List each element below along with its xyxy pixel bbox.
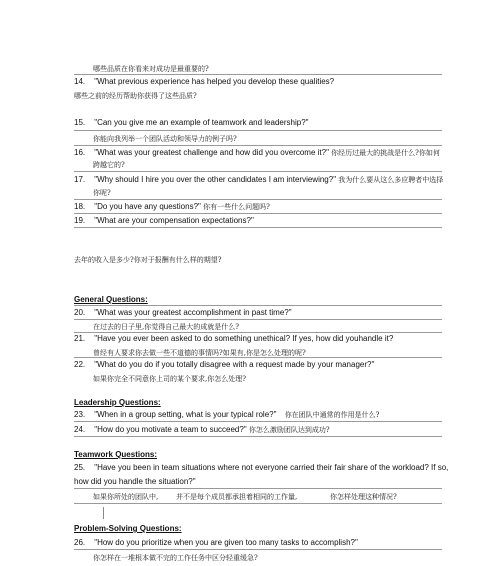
q26-text: "How do you prioritize when you are given too many tasks to accomplish?" xyxy=(94,538,358,547)
q19 xyxy=(74,216,254,226)
q17-translation: 你呢? xyxy=(93,189,111,197)
q17 xyxy=(74,175,443,185)
leadership-questions-heading: Leadership Questions: xyxy=(74,398,161,407)
q18-number: 18. xyxy=(74,202,86,211)
q15-text: "Can you give me an example of teamwork and leadership?" xyxy=(94,118,309,127)
q22-text: "What do you do if you totally disagree with a request made by your manager?" xyxy=(94,360,375,369)
q25-text: "Have you been in team situations where not everyone carried their fair share of the workload? If so, xyxy=(94,463,449,472)
q16-translation-inline: 你经历过最大的挑战是什么?你如何 xyxy=(331,149,440,157)
q15 xyxy=(74,118,308,128)
rule xyxy=(74,74,442,75)
q25 xyxy=(74,463,448,473)
q23 xyxy=(74,410,379,420)
q26-number: 26. xyxy=(74,538,86,547)
q14 xyxy=(74,77,334,87)
rule xyxy=(74,319,442,320)
q21-translation: 曾经有人要求你去做一些不道德的事情吗?如果有,你是怎么处理的呢? xyxy=(93,349,306,357)
q24-number: 24. xyxy=(74,425,86,434)
q16-translation: 跨越它的? xyxy=(93,161,125,169)
q20-translation: 在过去的日子里,你觉得自己最大的成就是什么? xyxy=(93,323,239,331)
rule xyxy=(74,227,442,228)
rule xyxy=(74,436,442,437)
rule xyxy=(74,145,442,146)
rule xyxy=(74,357,442,358)
q25-text-continued: how did you handle the situation?" xyxy=(74,477,196,486)
rule xyxy=(74,549,442,550)
q20-number: 20. xyxy=(74,308,86,317)
q24 xyxy=(74,425,330,435)
q20 xyxy=(74,308,292,318)
q24-translation-inline: 你怎么激励团队达到成功? xyxy=(248,426,330,434)
q25-translation-b: 并不是每个成员都承担着相同的工作量, xyxy=(176,493,298,501)
q17-translation-inline: 我为什么要从这么多应聘者中选择 xyxy=(338,176,444,184)
rule xyxy=(74,305,442,306)
rule xyxy=(74,199,442,200)
q17-text: "Why should I hire you over the other candidates I am interviewing?" xyxy=(94,175,337,184)
q15-number: 15. xyxy=(74,118,86,127)
q18-translation-inline: 你有一些什么问题吗? xyxy=(203,203,270,211)
q16 xyxy=(74,148,440,158)
rule xyxy=(74,171,442,172)
q16-number: 16. xyxy=(74,148,86,157)
q25-translation-c: 你怎样处理这种情况? xyxy=(330,493,397,501)
q23-translation-inline: 你在团队中通常的作用是什么? xyxy=(284,411,380,419)
problem-solving-questions-heading: Problem-Solving Questions: xyxy=(74,524,182,533)
rule xyxy=(74,488,442,489)
q19-translation: 去年的收入是多少?你对于报酬有什么样的期望? xyxy=(74,256,222,264)
q17-number: 17. xyxy=(74,175,86,184)
q14-translation: 哪些之前的经历帮助你获得了这些品质? xyxy=(74,92,197,100)
general-questions-heading: General Questions: xyxy=(74,295,148,304)
q23-text: "When in a group setting, what is your typical role?" xyxy=(94,410,277,419)
rule xyxy=(74,421,442,422)
q22-translation: 如果你完全不同意你上司的某个要求,你怎么处理? xyxy=(93,375,246,383)
q20-text: "What was your greatest accomplishment in past time?" xyxy=(94,308,292,317)
q26 xyxy=(74,538,358,548)
q25-number: 25. xyxy=(74,463,86,472)
q19-number: 19. xyxy=(74,216,86,225)
rule xyxy=(74,503,442,504)
q13-translation: 哪些品质在你看来对成功是最重要的? xyxy=(93,65,209,73)
q26-translation: 你怎样在一堆根本做不完的工作任务中区分轻重缓急? xyxy=(93,554,258,562)
teamwork-questions-heading: Teamwork Questions: xyxy=(74,450,157,459)
q21 xyxy=(74,334,393,344)
q22 xyxy=(74,360,374,370)
q15-translation: 你能向我列举一个团队活动和领导力的例子吗? xyxy=(93,135,237,143)
q22-number: 22. xyxy=(74,360,86,369)
q14-text: "What previous experience has helped you develop these qualities? xyxy=(94,77,335,86)
q14-number: 14. xyxy=(74,77,86,86)
rule xyxy=(74,130,442,131)
q18 xyxy=(74,202,270,212)
q18-text: "Do you have any questions?" xyxy=(94,202,201,211)
q23-number: 23. xyxy=(74,410,86,419)
q24-text: "How do you motivate a team to succeed?" xyxy=(94,425,247,434)
q21-text: "Have you ever been asked to do something unethical? If yes, how did youhandle it? xyxy=(94,334,394,343)
rule xyxy=(74,213,442,214)
q19-text: "What are your compensation expectations?" xyxy=(94,216,254,225)
q25-translation-a: 如果你所处的团队中, xyxy=(93,493,159,501)
q16-text: "What was your greatest challenge and how did you overcome it?" xyxy=(94,148,329,157)
q21-number: 21. xyxy=(74,334,86,343)
rule xyxy=(74,332,442,333)
text-cursor xyxy=(103,507,104,519)
